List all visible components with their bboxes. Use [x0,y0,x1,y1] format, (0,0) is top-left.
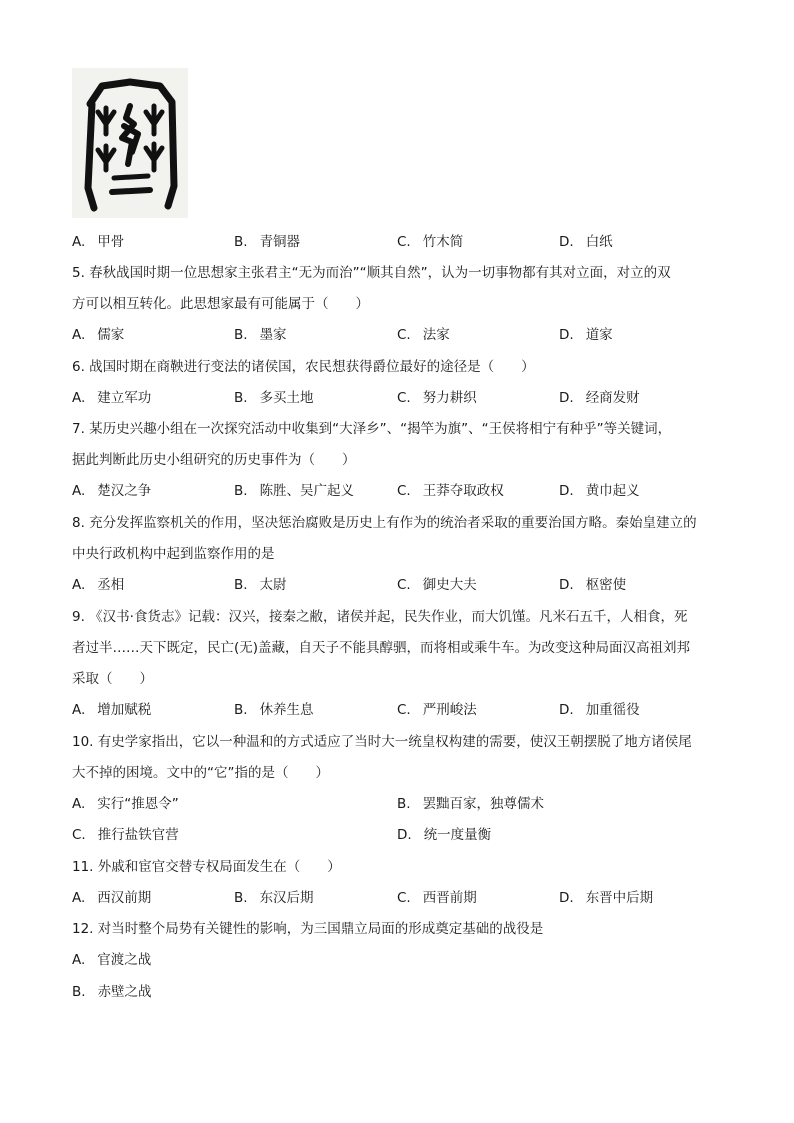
q7-stem-line1: 7. 某历史兴趣小组在一次探究活动中收集到“大泽乡”、“揭竿为旗”、“王侯将相宁有种乎”等关键词， [72,421,672,437]
q9-stem-line2: 者过半……天下既定，民亡(无)盖藏，自天子不能具醇驷，而将相或乘牛车。为改变这种局面汉高祖刘邦 [72,640,691,656]
q5-option-d: D. 道家 [559,327,613,343]
q7-option-a: A. 楚汉之争 [72,483,152,499]
q9-stem-line3: 采取（ ） [72,671,153,687]
q11-option-d: D. 东晋中后期 [559,890,654,906]
q6-stem-line1: 6. 战国时期在商鞅进行变法的诸侯国，农民想获得爵位最好的途径是（ ） [72,359,535,375]
q9-stem-line1: 9. 《汉书·食货志》记载：汉兴，接秦之敝，诸侯并起，民失作业，而大饥馑。凡米石五千，人相食，死 [72,609,688,625]
q4-option-a: A. 甲骨 [72,234,125,250]
q8-option-d: D. 枢密使 [559,577,627,593]
q8-option-c: C. 御史大夫 [397,577,477,593]
q5-stem-line2: 方可以相互转化。此思想家最有可能属于（ ） [72,296,369,312]
q8-stem-line1: 8. 充分发挥监察机关的作用，坚决惩治腐败是历史上有作为的统治者采取的重要治国方略。秦始皇建立的 [72,515,697,531]
q8-option-b: B. 太尉 [234,577,287,593]
q5-option-b: B. 墨家 [234,327,287,343]
q5-stem-line1: 5. 春秋战国时期一位思想家主张君主“无为而治”“顺其自然”，认为一切事物都有其对立面，对立的双 [72,265,671,281]
q9-option-c: C. 严刑峻法 [397,702,477,718]
q8-option-a: A. 丞相 [72,577,125,593]
q10-option-b: B. 罢黜百家，独尊儒术 [397,796,545,812]
q7-option-c: C. 王莽夺取政权 [397,483,504,499]
q10-stem-line2: 大不掉的困境。文中的“它”指的是（ ） [72,765,329,781]
q10-option-a: A. 实行“推恩令” [72,796,179,812]
q6-option-b: B. 多买土地 [234,390,314,406]
q8-stem-line2: 中央行政机构中起到监察作用的是 [72,546,275,562]
q9-option-b: B. 休养生息 [234,702,314,718]
character-drawing [72,68,188,218]
q11-option-a: A. 西汉前期 [72,890,152,906]
q12-option-a: A. 官渡之战 [72,952,152,968]
q11-option-b: B. 东汉后期 [234,890,314,906]
q6-option-a: A. 建立军功 [72,390,152,406]
q4-option-b: B. 青铜器 [234,234,301,250]
q10-option-d: D. 统一度量衡 [397,827,492,843]
q11-option-c: C. 西晋前期 [397,890,477,906]
q7-stem-line2: 据此判断此历史小组研究的历史事件为（ ） [72,452,356,468]
q7-option-b: B. 陈胜、吴广起义 [234,483,355,499]
q12-stem-line1: 12. 对当时整个局势有关键性的影响，为三国鼎立局面的形成奠定基础的战役是 [72,921,544,937]
q7-option-d: D. 黄巾起义 [559,483,640,499]
q10-stem-line1: 10. 有史学家指出，它以一种温和的方式适应了当时大一统皇权构建的需要，使汉王朝摆脱了地方诸侯尾 [72,734,692,750]
q12-option-b: B. 赤壁之战 [72,984,152,1000]
q9-option-d: D. 加重徭役 [559,702,640,718]
q4-option-c: C. 竹木简 [397,234,464,250]
q6-option-c: C. 努力耕织 [397,390,477,406]
q4-option-d: D. 白纸 [559,234,613,250]
q6-option-d: D. 经商发财 [559,390,640,406]
q11-stem-line1: 11. 外戚和宦官交替专权局面发生在（ ） [72,859,341,875]
q5-option-a: A. 儒家 [72,327,125,343]
q5-option-c: C. 法家 [397,327,450,343]
q10-option-c: C. 推行盐铁官营 [72,827,179,843]
q9-option-a: A. 增加赋税 [72,702,152,718]
ancient-character-image [72,68,188,218]
